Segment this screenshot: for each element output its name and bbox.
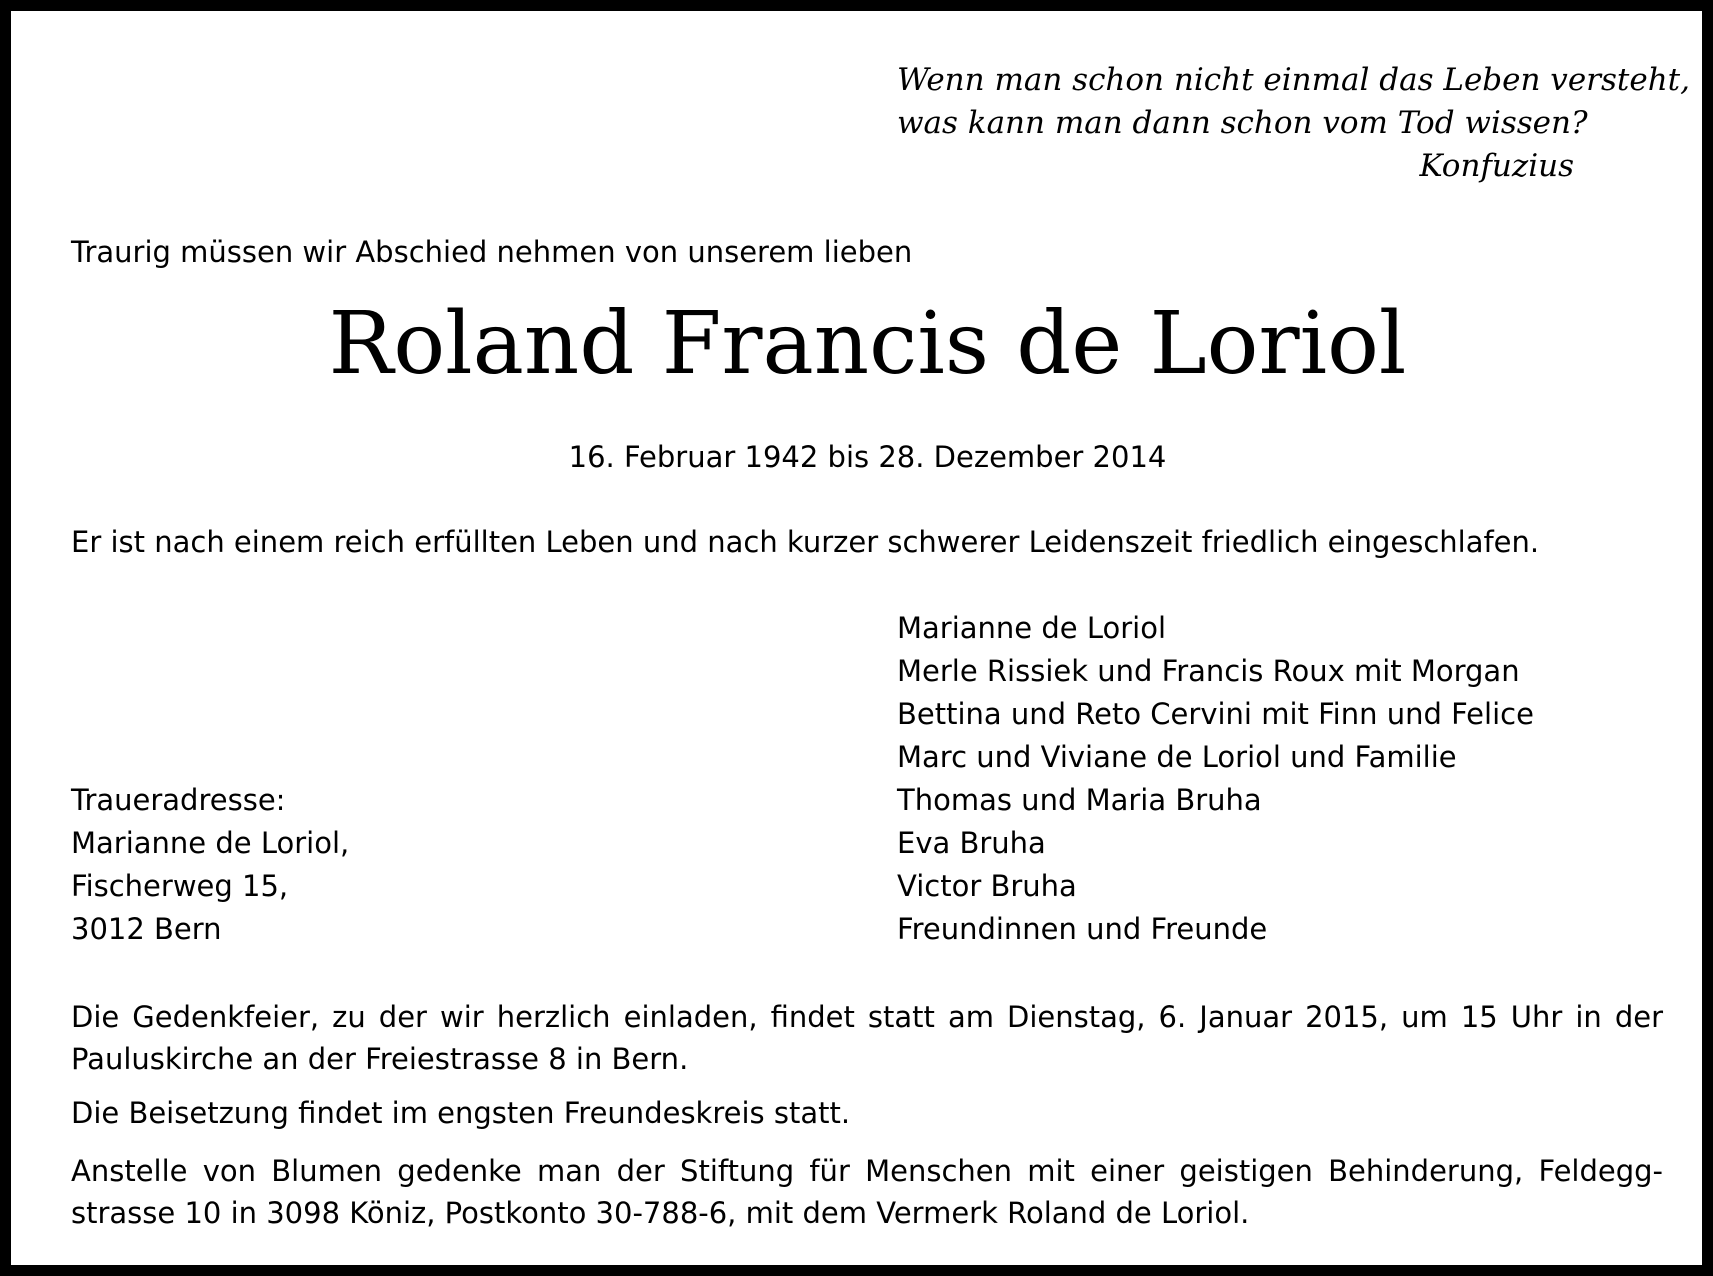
quote — [897, 59, 1690, 145]
quote-line: was kann man dann schon vom Tod wissen? — [897, 105, 1588, 141]
mourning-address — [71, 779, 349, 951]
mourners-list — [897, 607, 1534, 951]
mourner: Marc und Viviane de Loriol und Familie — [897, 740, 1457, 774]
mourner: Marianne de Loriol — [897, 611, 1167, 645]
mourner: Thomas und Maria Bruha — [897, 783, 1262, 817]
deceased-name: Roland Francis de Loriol — [328, 294, 1407, 394]
mourner: Eva Bruha — [897, 826, 1046, 860]
quote-line: Wenn man schon nicht einmal das Leben versteht, — [897, 62, 1690, 98]
address-line: Marianne de Loriol, — [71, 826, 350, 860]
statement-text: Er ist nach einem reich erfüllten Leben und nach kurzer schwerer Leidenszeit friedlich eingeschlafen. — [71, 525, 1540, 559]
mourner: Bettina und Reto Cervini mit Finn und Felice — [897, 697, 1534, 731]
memorial-service-text: Die Gedenkfeier, zu der wir herzlich einladen, findet statt am Dienstag, 6. Januar 2015, um 15 Uhr in der Pauluskirche an der Freiestrasse 8 in Bern. — [71, 1000, 1663, 1076]
quote-author: Konfuzius — [1419, 148, 1574, 184]
address-line: Fischerweg 15, — [71, 869, 289, 903]
donation-text: Anstelle von Blumen gedenke man der Stiftung für Menschen mit einer geistigen Behinderung, Feldeggstrasse 10 in 3098 Köniz, Postkonto 30-788-6, mit dem Vermerk Roland de Loriol. — [71, 1154, 1663, 1230]
burial-text: Die Beisetzung findet im engsten Freundeskreis statt. — [71, 1096, 851, 1130]
life-dates: 16. Februar 1942 bis 28. Dezember 2014 — [568, 440, 1167, 474]
mourner: Victor Bruha — [897, 869, 1077, 903]
mourner: Merle Rissiek und Francis Roux mit Morgan — [897, 654, 1520, 688]
address-label: Traueradresse: — [71, 783, 286, 817]
address-line: 3012 Bern — [71, 912, 222, 946]
intro-text: Traurig müssen wir Abschied nehmen von unserem lieben — [71, 235, 913, 269]
mourner: Freundinnen und Freunde — [897, 912, 1268, 946]
